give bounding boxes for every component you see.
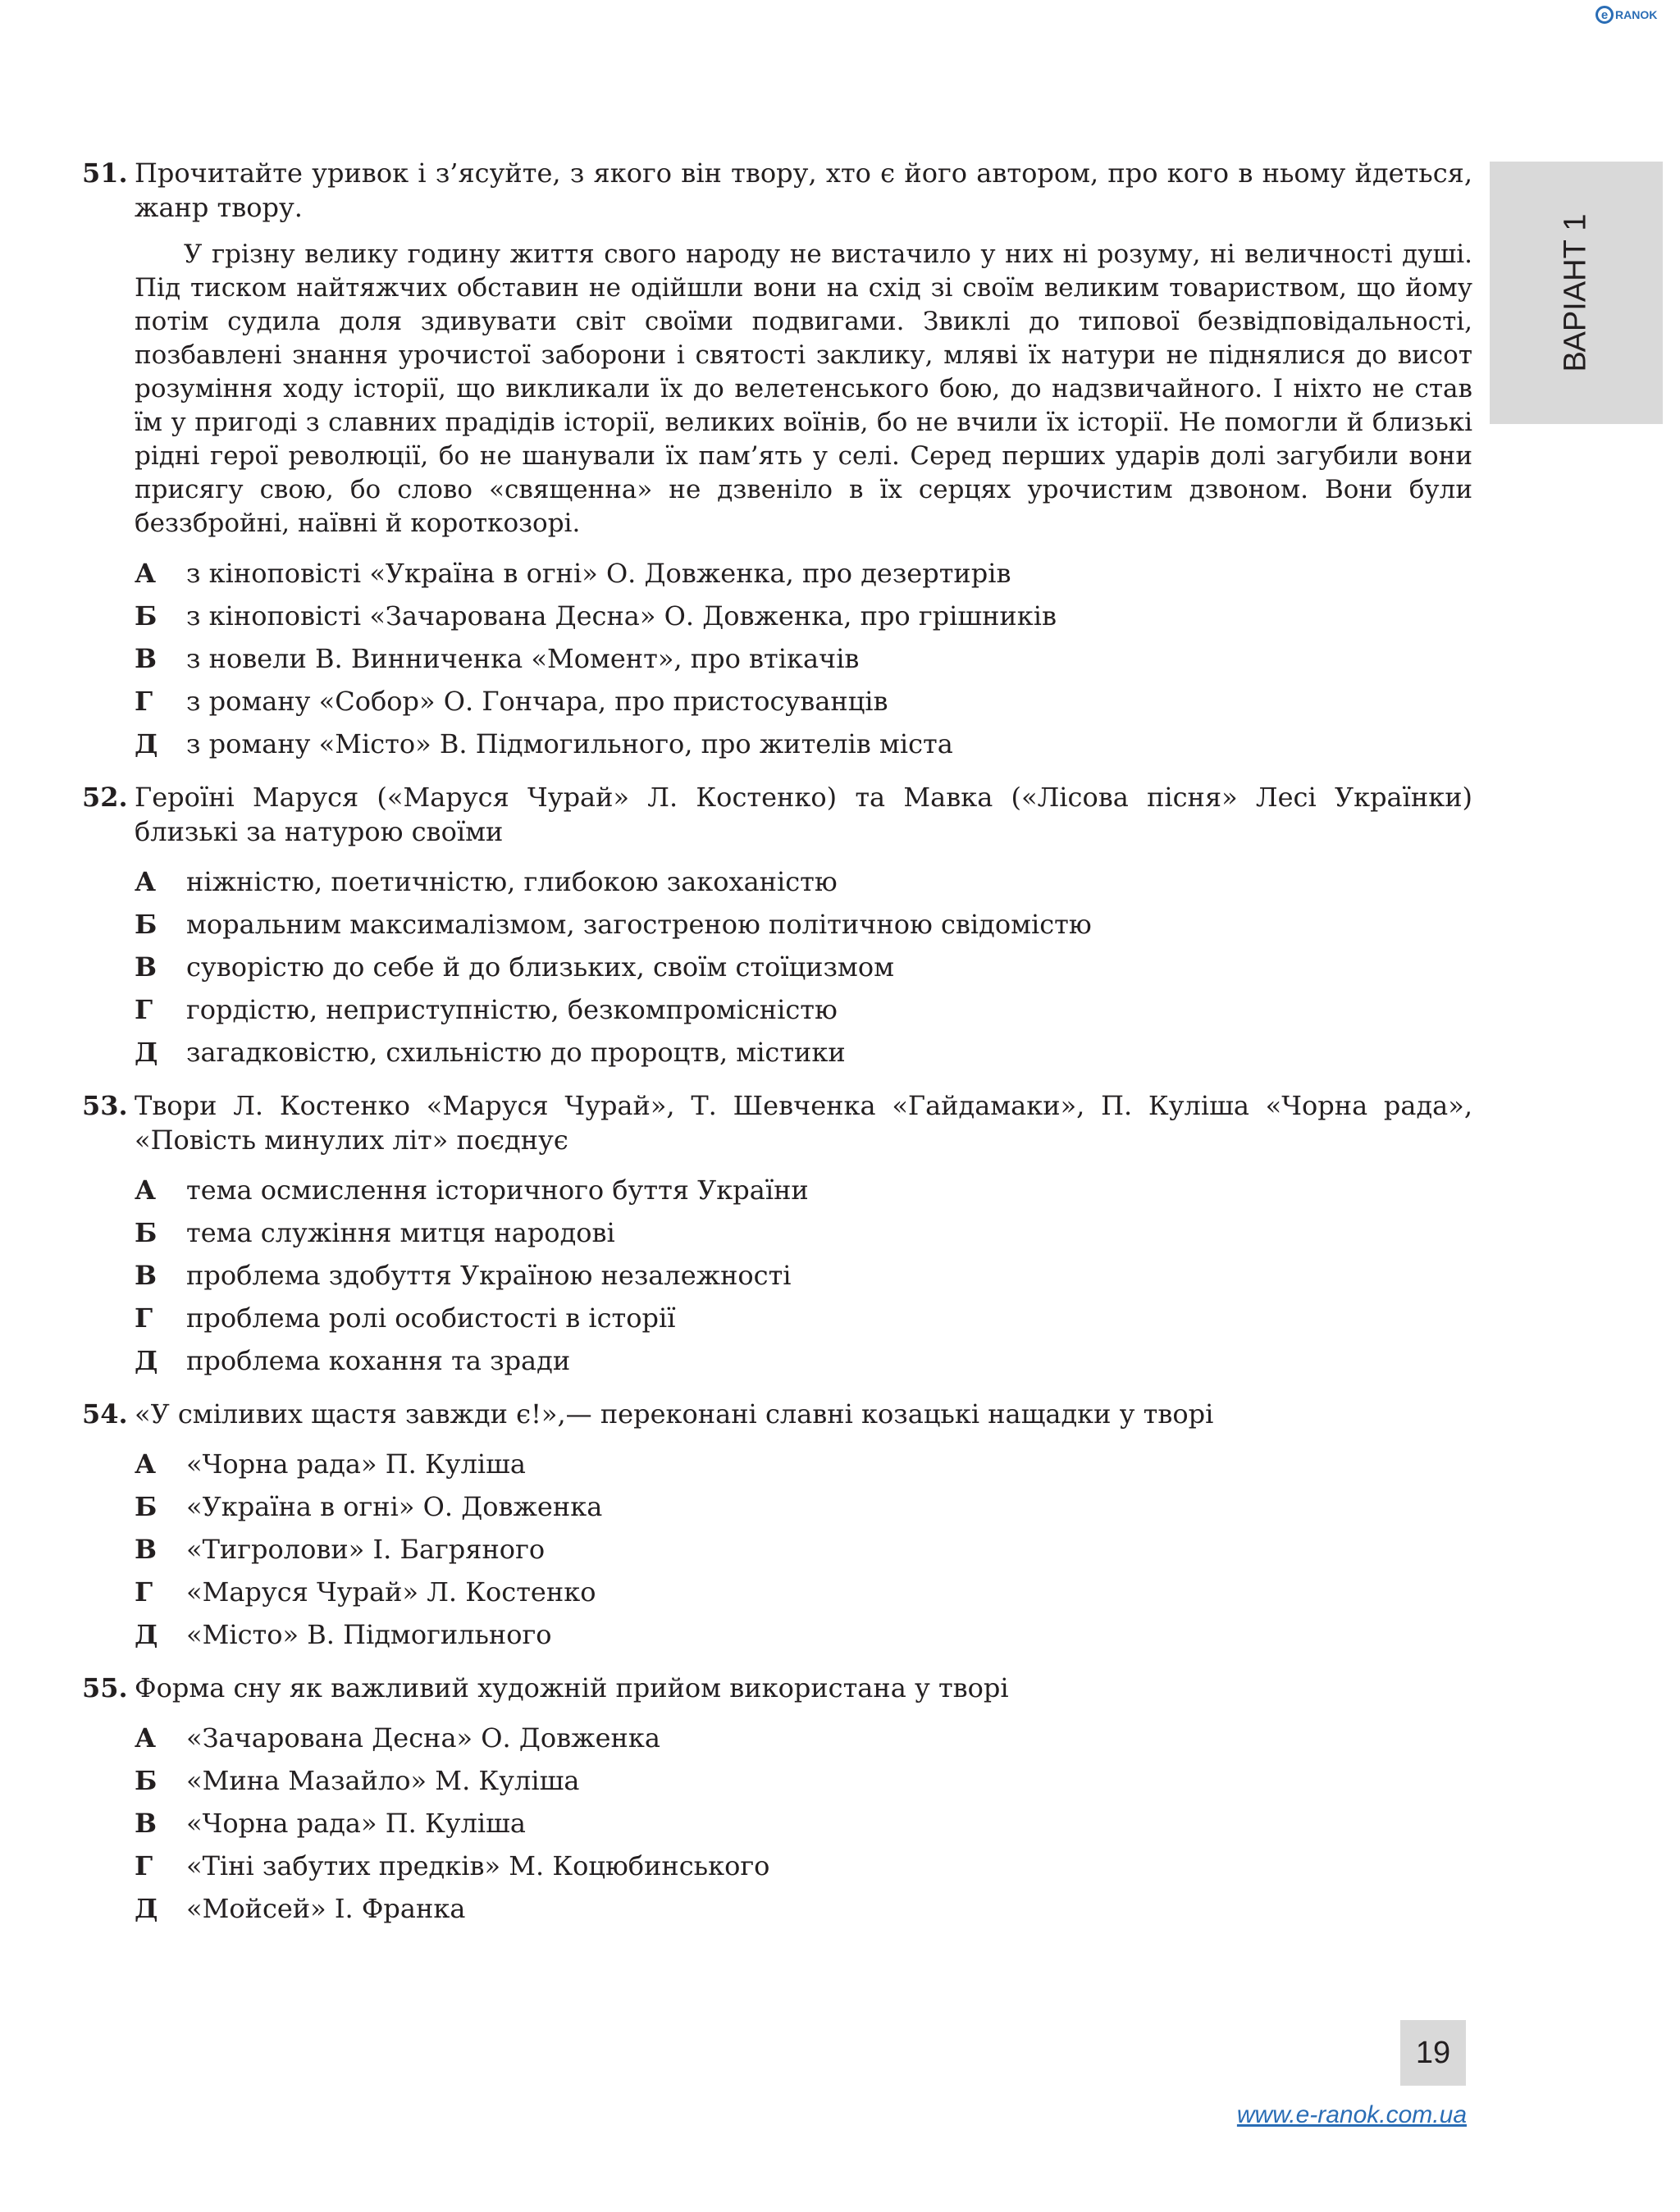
answer-option[interactable] xyxy=(135,1717,1472,1759)
answer-option[interactable] xyxy=(135,680,1472,723)
answer-option[interactable] xyxy=(135,1802,1472,1845)
option-text: тема служіння митця народові xyxy=(186,1217,615,1248)
answer-option[interactable] xyxy=(135,860,1472,903)
option-letter: Г xyxy=(135,1576,153,1608)
answer-options xyxy=(135,860,1472,1074)
answer-option[interactable] xyxy=(135,1613,1472,1656)
answer-option[interactable] xyxy=(135,1254,1472,1297)
option-letter: В xyxy=(135,951,158,983)
questions-container xyxy=(82,156,1472,1930)
question-text: Героїні Маруся («Маруся Чурай» Л. Костенко) та Мавка («Лісова пісня» Лесі Українки) близькі за натурою своїми xyxy=(135,782,1472,847)
answer-options xyxy=(135,552,1472,765)
option-text: з роману «Собор» О. Гончара, про пристосуванців xyxy=(186,686,888,717)
option-letter: В xyxy=(135,643,158,674)
option-letter: А xyxy=(135,1722,157,1754)
option-letter: А xyxy=(135,1174,157,1206)
question-number: 54. xyxy=(82,1398,128,1430)
question-text: Форма сну як важливий художній прийом використана у творі xyxy=(135,1672,1009,1703)
option-text: проблема ролі особистості в історії xyxy=(186,1302,676,1334)
option-text: з кіноповісті «Зачарована Десна» О. Довженка, про грішників xyxy=(186,600,1057,632)
option-letter: Д xyxy=(135,728,158,759)
option-letter: Д xyxy=(135,1893,158,1924)
option-letter: Б xyxy=(135,909,158,940)
option-text: тема осмислення історичного буття України xyxy=(186,1174,809,1206)
option-letter: В xyxy=(135,1534,158,1565)
option-letter: Г xyxy=(135,1850,153,1881)
option-text: «Чорна рада» П. Куліша xyxy=(186,1448,526,1480)
option-letter: Д xyxy=(135,1619,158,1650)
option-letter: А xyxy=(135,1448,157,1480)
question-number: 55. xyxy=(82,1672,128,1703)
option-text: з новели В. Винниченка «Момент», про втікачів xyxy=(186,643,860,674)
answer-option[interactable] xyxy=(135,988,1472,1031)
option-letter: А xyxy=(135,558,157,589)
option-letter: Б xyxy=(135,1491,158,1522)
option-text: «Місто» В. Підмогильного xyxy=(186,1619,552,1650)
question-text: Твори Л. Костенко «Маруся Чурай», Т. Шевченка «Гайдамаки», П. Куліша «Чорна рада», «Повість минулих літ» поєднує xyxy=(135,1090,1472,1156)
question-55 xyxy=(82,1671,1472,1930)
option-letter: В xyxy=(135,1260,158,1291)
answer-option[interactable] xyxy=(135,946,1472,988)
answer-option[interactable] xyxy=(135,552,1472,595)
answer-option[interactable] xyxy=(135,1528,1472,1571)
option-text: суворістю до себе й до близьких, своїм стоїцизмом xyxy=(186,951,894,983)
variant-tab xyxy=(1490,162,1663,424)
option-text: «Мина Мазайло» М. Куліша xyxy=(186,1765,580,1796)
option-letter: Б xyxy=(135,1217,158,1248)
answer-options xyxy=(135,1169,1472,1382)
question-number: 53. xyxy=(82,1090,128,1121)
option-text: «Зачарована Десна» О. Довженка xyxy=(186,1722,660,1754)
option-letter: Б xyxy=(135,1765,158,1796)
answer-option[interactable] xyxy=(135,1169,1472,1211)
option-text: гордістю, неприступністю, безкомпромісністю xyxy=(186,994,838,1025)
option-letter: Б xyxy=(135,600,158,632)
question-number: 51. xyxy=(82,157,128,189)
answer-option[interactable] xyxy=(135,1759,1472,1802)
answer-option[interactable] xyxy=(135,1297,1472,1339)
page-number: 19 xyxy=(1400,2020,1466,2086)
website-link[interactable]: www.e-ranok.com.ua xyxy=(1236,2101,1467,2128)
logo-e-icon: e xyxy=(1596,6,1614,24)
answer-option[interactable] xyxy=(135,903,1472,946)
answer-options xyxy=(135,1717,1472,1930)
option-text: загадковістю, схильністю до пророцтв, містики xyxy=(186,1037,846,1068)
answer-option[interactable] xyxy=(135,1443,1472,1485)
answer-option[interactable] xyxy=(135,1887,1472,1930)
option-letter: Г xyxy=(135,994,153,1025)
option-text: з роману «Місто» В. Підмогильного, про жителів міста xyxy=(186,728,953,759)
option-letter: Д xyxy=(135,1037,158,1068)
publisher-logo xyxy=(1596,3,1673,26)
answer-option[interactable] xyxy=(135,1339,1472,1382)
logo-text: RANOK xyxy=(1615,8,1658,21)
option-text: проблема здобуття Україною незалежності xyxy=(186,1260,792,1291)
answer-option[interactable] xyxy=(135,1845,1472,1887)
option-text: «Тигролови» І. Багряного xyxy=(186,1534,546,1565)
option-text: «Маруся Чурай» Л. Костенко xyxy=(186,1576,596,1608)
answer-option[interactable] xyxy=(135,1571,1472,1613)
option-text: «Тіні забутих предків» М. Коцюбинського xyxy=(186,1850,770,1881)
option-text: проблема кохання та зради xyxy=(186,1345,571,1376)
answer-option[interactable] xyxy=(135,1031,1472,1074)
option-letter: В xyxy=(135,1808,158,1839)
variant-label: ВАРІАНТ 1 xyxy=(1558,213,1593,372)
option-text: з кіноповісті «Україна в огні» О. Довженка, про дезертирів xyxy=(186,558,1011,589)
option-letter: А xyxy=(135,866,157,897)
question-53 xyxy=(82,1088,1472,1382)
answer-option[interactable] xyxy=(135,595,1472,637)
option-text: «Мойсей» І. Франка xyxy=(186,1893,466,1924)
option-text: ніжністю, поетичністю, глибокою закоханістю xyxy=(186,866,838,897)
question-number: 52. xyxy=(82,782,128,813)
question-quote: У грізну велику годину життя свого народу не вистачило у них ні розуму, ні величності душі. Під тиском найтяжчих обставин не одійшли вони на схід зі своїм великим товариством, що йому потім судила доля здивувати світ своїми подвигами. Звиклі до типової безвідповідальності, позбавлені знання урочистої заборони і святості заклику, мляві їх натури не піднялися до висот розуміння ходу історії, що викликали їх до велетенського бою, до надзвичайного. І ніхто не став їм у пригоді з славних прадідів історії, великих воїнів, бо не вчили їх історії. Не помогли й близькі рідні герої революції, бо не шанували їх пам’ять у селі. Серед перших ударів долі загубили вони присягу свою, бо слово «священна» не дзвеніло в їх серцях урочистим дзвоном. Вони були беззбройні, наївні й короткозорі. xyxy=(135,239,1472,538)
option-letter: Г xyxy=(135,1302,153,1334)
question-51 xyxy=(82,156,1472,765)
option-text: «Чорна рада» П. Куліша xyxy=(186,1808,526,1839)
answer-option[interactable] xyxy=(135,1211,1472,1254)
question-text: Прочитайте уривок і з’ясуйте, з якого він твору, хто є його автором, про кого в ньому йдеться, жанр твору. xyxy=(135,157,1472,223)
question-54 xyxy=(82,1397,1472,1656)
answer-options xyxy=(135,1443,1472,1656)
question-52 xyxy=(82,780,1472,1074)
question-text: «У сміливих щастя завжди є!»,— переконані славні козацькі нащадки у творі xyxy=(135,1398,1214,1430)
answer-option[interactable] xyxy=(135,1485,1472,1528)
option-letter: Д xyxy=(135,1345,158,1376)
answer-option[interactable] xyxy=(135,723,1472,765)
option-text: моральним максималізмом, загостреною політичною свідомістю xyxy=(186,909,1092,940)
option-letter: Г xyxy=(135,686,153,717)
option-text: «Україна в огні» О. Довженка xyxy=(186,1491,603,1522)
answer-option[interactable] xyxy=(135,637,1472,680)
